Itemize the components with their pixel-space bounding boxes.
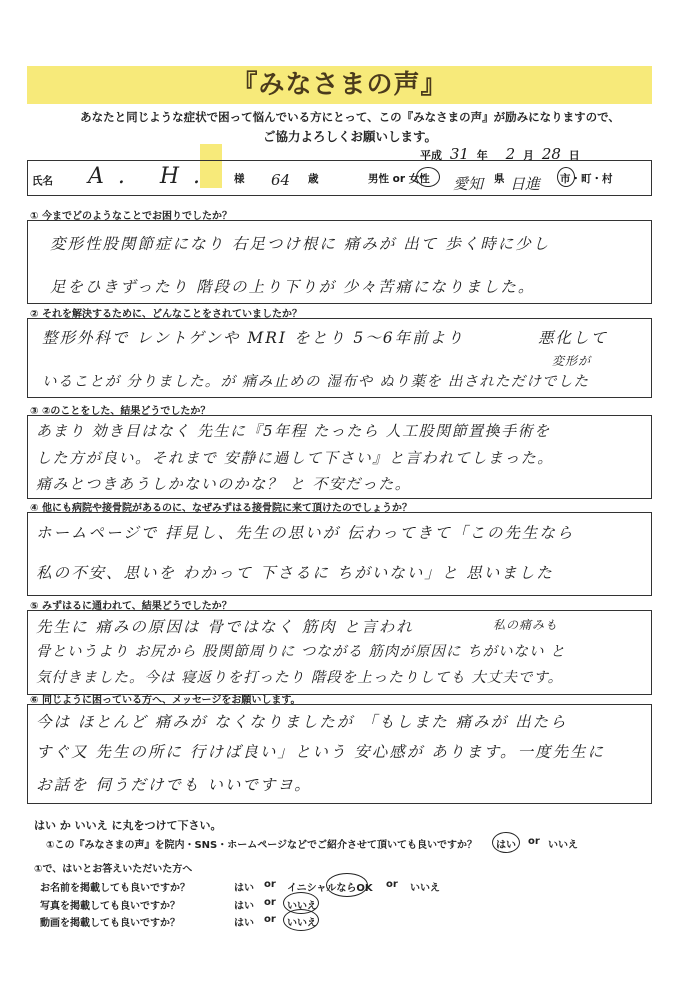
footer-name-initial[interactable]: イニシャルならOK xyxy=(287,883,373,894)
question-2-label: ② それを解決するために、どんなことをされていましたか？ xyxy=(30,309,302,320)
city-circle xyxy=(557,167,575,187)
page-title: 『みなさまの声』 xyxy=(27,66,652,104)
footer-q1: ①この『みなさまの声』を院内・SNS・ホームページなどでご紹介させて頂いても良いですか？ xyxy=(46,840,478,851)
city-value: 日進 xyxy=(510,175,541,193)
question-3-label: ③ ②のことをした、結果どうでしたか？ xyxy=(30,406,211,417)
intro-line-2: ご協力よろしくお願いします。 xyxy=(262,129,437,144)
footer-q1-no[interactable]: いいえ xyxy=(548,840,578,851)
answer-2-line-2: いることが 分りました。が 痛み止めの 湿布や ぬり薬を 出されただけでした xyxy=(42,374,590,390)
municipality-label: 市・町・村 xyxy=(560,173,613,185)
answer-3-line-3: 痛みとつきあうしかないのかな？ と 不安だった。 xyxy=(36,475,412,493)
answer-6-line-2: すぐ又 先生の所に 行けば良い」という 安心感が あります。一度先生に xyxy=(36,743,605,761)
footer-video-no[interactable]: いいえ xyxy=(287,918,317,929)
answer-6-line-3: お話を 伺うだけでも いいですヨ。 xyxy=(36,776,312,794)
footer-photo-question: 写真を掲載しても良いですか？ xyxy=(40,901,180,912)
age-value: 64 xyxy=(271,171,291,189)
answer-5-line-2: 骨というより お尻から 股関節周りに つながる 筋肉が原因に ちがいない と xyxy=(36,644,566,660)
footer-photo-no[interactable]: いいえ xyxy=(287,901,317,912)
footer-video-yes[interactable]: はい xyxy=(234,918,254,929)
footer-instruction: はい か いいえ に丸をつけて下さい。 xyxy=(34,819,222,832)
date-day: 28 xyxy=(541,145,561,163)
footer-name-yes[interactable]: はい xyxy=(234,883,254,894)
footer-video-question: 動画を掲載しても良いですか？ xyxy=(40,918,180,929)
answer-1-line-2: 足をひきずったり 階段の上り下りが 少々苦痛になりました。 xyxy=(50,278,536,296)
answer-3-line-1: あまり 効き目はなく 先生に『5年程 たったら 人工股関節置換手術を xyxy=(36,422,551,440)
footer-name-no[interactable]: いいえ xyxy=(410,883,440,894)
name-value: A. H. xyxy=(88,164,215,189)
gender-circle xyxy=(416,167,440,187)
answer-3-line-2: した方が良い。それまで 安静に過して下さい』と言われてしまった。 xyxy=(36,449,554,467)
answer-2-line-1: 整形外科で レントゲンや MRI をとり 5〜6年前より xyxy=(42,329,465,347)
question-4-label: ④ 他にも病院や接骨院があるのに、なぜみずはる接骨院に来て頂けたのでしょうか？ xyxy=(30,503,412,514)
answer-5-line-3: 気付きました。今は 寝返りを打ったり 階段を上ったりしても 大丈夫です。 xyxy=(36,670,564,686)
answer-5-note: 私の痛みも xyxy=(493,618,559,632)
question-6-label: ⑥ 同じように困っている方へ、メッセージをお願いします。 xyxy=(30,695,301,706)
date-era: 平成 xyxy=(420,149,442,162)
q1-yes-circle xyxy=(492,832,520,853)
question-5-label: ⑤ みずはるに通われて、結果どうでしたか？ xyxy=(30,601,232,612)
answer-1-line-1: 変形性股関節症になり 右足つけ根に 痛みが 出て 歩く時に少し xyxy=(50,235,551,253)
prefecture-value: 愛知 xyxy=(453,175,484,193)
answer-4-line-2: 私の不安、思いを わかって 下さるに ちがいない」と 思いました xyxy=(36,564,554,582)
gender-label: 男性 or 女性 xyxy=(368,173,430,185)
name-label: 氏名 xyxy=(32,175,53,187)
footer-sub-intro: ①で、はいとお答えいただいた方へ xyxy=(34,864,193,875)
sama-label: 様 xyxy=(234,173,245,185)
date-year-label: 年 xyxy=(476,149,488,162)
initial-circle xyxy=(326,873,368,897)
date-month: 2 xyxy=(505,145,516,163)
intro-line-1: あなたと同じような症状で困って悩んでいる方にとって、この『みなさまの声』が励みになりますので、 xyxy=(80,110,620,124)
prefecture-label: 県 xyxy=(494,173,505,185)
video-no-circle xyxy=(283,909,319,931)
date-day-label: 日 xyxy=(568,149,580,162)
footer-name-or-2: or xyxy=(386,879,398,890)
answer-2-note: 悪化して xyxy=(538,329,609,347)
footer-q1-or: or xyxy=(528,836,540,847)
age-label: 歳 xyxy=(308,173,319,185)
answer-6-line-1: 今は ほとんど 痛みが なくなりましたが 「もしまた 痛みが 出たら xyxy=(36,713,568,731)
footer-name-question: お名前を掲載しても良いですか？ xyxy=(40,883,190,894)
footer-photo-yes[interactable]: はい xyxy=(234,901,254,912)
respondent-info-row xyxy=(27,160,652,196)
date-month-label: 月 xyxy=(523,149,535,162)
date-year: 31 xyxy=(449,145,469,163)
answer-5-line-1: 先生に 痛みの原因は 骨ではなく 筋肉 と言われ xyxy=(36,618,414,636)
footer-name-or: or xyxy=(264,879,276,890)
answer-4-line-1: ホームページで 拝見し、先生の思いが 伝わってきて「この先生なら xyxy=(36,524,575,542)
footer-q1-yes[interactable]: はい xyxy=(496,840,516,851)
question-1-label: ① 今までどのようなことでお困りでしたか？ xyxy=(30,211,232,222)
footer-video-or: or xyxy=(264,914,276,925)
footer-photo-or: or xyxy=(264,897,276,908)
answer-2-note-2: 変形が xyxy=(552,354,592,368)
